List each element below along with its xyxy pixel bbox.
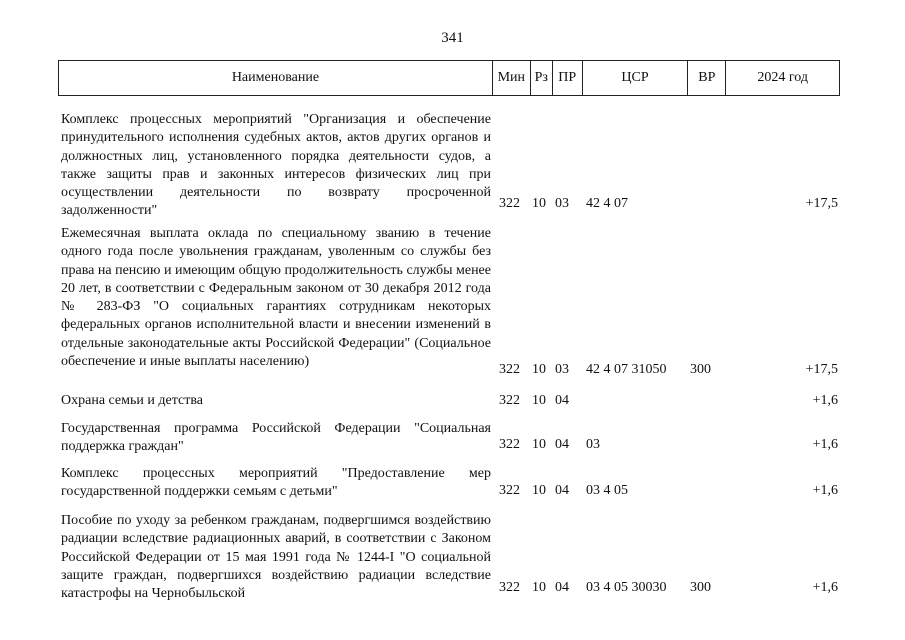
row-rz: 10 <box>532 580 546 595</box>
row-min: 322 <box>499 483 520 498</box>
row-min: 322 <box>499 437 520 452</box>
row-csr: 03 4 05 30030 <box>586 580 667 595</box>
row-amount: +1,6 <box>812 393 838 408</box>
row-csr: 42 4 07 31050 <box>586 362 667 377</box>
row-csr: 03 <box>586 437 600 452</box>
row-rz: 10 <box>532 483 546 498</box>
row-rz: 10 <box>532 362 546 377</box>
row-min: 322 <box>499 362 520 377</box>
row-min: 322 <box>499 196 520 211</box>
row-vr: 300 <box>690 580 711 595</box>
row-pr: 03 <box>555 362 569 377</box>
row-rz: 10 <box>532 196 546 211</box>
row-amount: +17,5 <box>805 196 838 211</box>
row-min: 322 <box>499 580 520 595</box>
row-amount: +1,6 <box>812 483 838 498</box>
row-csr: 03 4 05 <box>586 483 628 498</box>
row-description: Комплекс процессных мероприятий "Организация и обеспечение принудительного исполнения судебных актов, актов других органов и должностных лиц, установленного порядка деятельности судов, а также защиты прав и законных интересов физических лиц при осуществлении деятельности по возврату просроченной задолженности" <box>61 112 491 219</box>
page-number: 341 <box>441 30 464 46</box>
row-description: Охрана семьи и детства <box>61 393 203 408</box>
row-min: 322 <box>499 393 520 408</box>
row-values <box>58 195 840 213</box>
row-rz: 10 <box>532 437 546 452</box>
header-pr: ПР <box>553 61 583 95</box>
row-amount: +1,6 <box>812 437 838 452</box>
header-csr: ЦСР <box>583 61 689 95</box>
header-rz: Рз <box>531 61 553 95</box>
row-rz: 10 <box>532 393 546 408</box>
row-vr: 300 <box>690 362 711 377</box>
row-pr: 04 <box>555 393 569 408</box>
header-vr: ВР <box>688 61 726 95</box>
row-pr: 03 <box>555 196 569 211</box>
row-amount: +17,5 <box>805 362 838 377</box>
table-header <box>58 60 840 96</box>
row-pr: 04 <box>555 437 569 452</box>
header-name: Наименование <box>59 61 493 95</box>
row-amount: +1,6 <box>812 580 838 595</box>
row-values <box>58 436 840 454</box>
header-min: Мин <box>493 61 531 95</box>
row-description: Ежемесячная выплата оклада по специальному званию в течение одного года после увольнения гражданам, уволенным со службы без права на пенсию и имеющим общую продолжительность службы менее 20 лет, в соответствии с Федеральным законом от 30 декабря 2012 года № 283-ФЗ "О социальных гарантиях сотрудникам некоторых федеральных органов исполнительной власти и внесении изменений в отдельные законодательные акты Российской Федерации" (Социальное обеспечение и иные выплаты населению) <box>61 226 491 370</box>
row-description: Государственная программа Российской Федерации "Социальная поддержка граждан" <box>61 421 491 455</box>
row-description: Комплекс процессных мероприятий "Предоставление мер государственной поддержки семьям с детьми" <box>61 466 491 500</box>
row-values <box>58 361 840 379</box>
row-values <box>58 392 840 410</box>
row-pr: 04 <box>555 483 569 498</box>
row-description: Пособие по уходу за ребенком гражданам, подвергшимся воздействию радиации вследствие радиационных аварий, в соответствии с Законом Российской Федерации от 15 мая 1991 года № 1244-I "О социальной защите граждан, подвергшихся воздействию радиации вследствие катастрофы на Чернобыльской <box>61 513 491 602</box>
header-year: 2024 год <box>757 70 808 85</box>
row-values <box>58 482 840 500</box>
row-values <box>58 579 840 597</box>
row-csr: 42 4 07 <box>586 196 628 211</box>
row-pr: 04 <box>555 580 569 595</box>
